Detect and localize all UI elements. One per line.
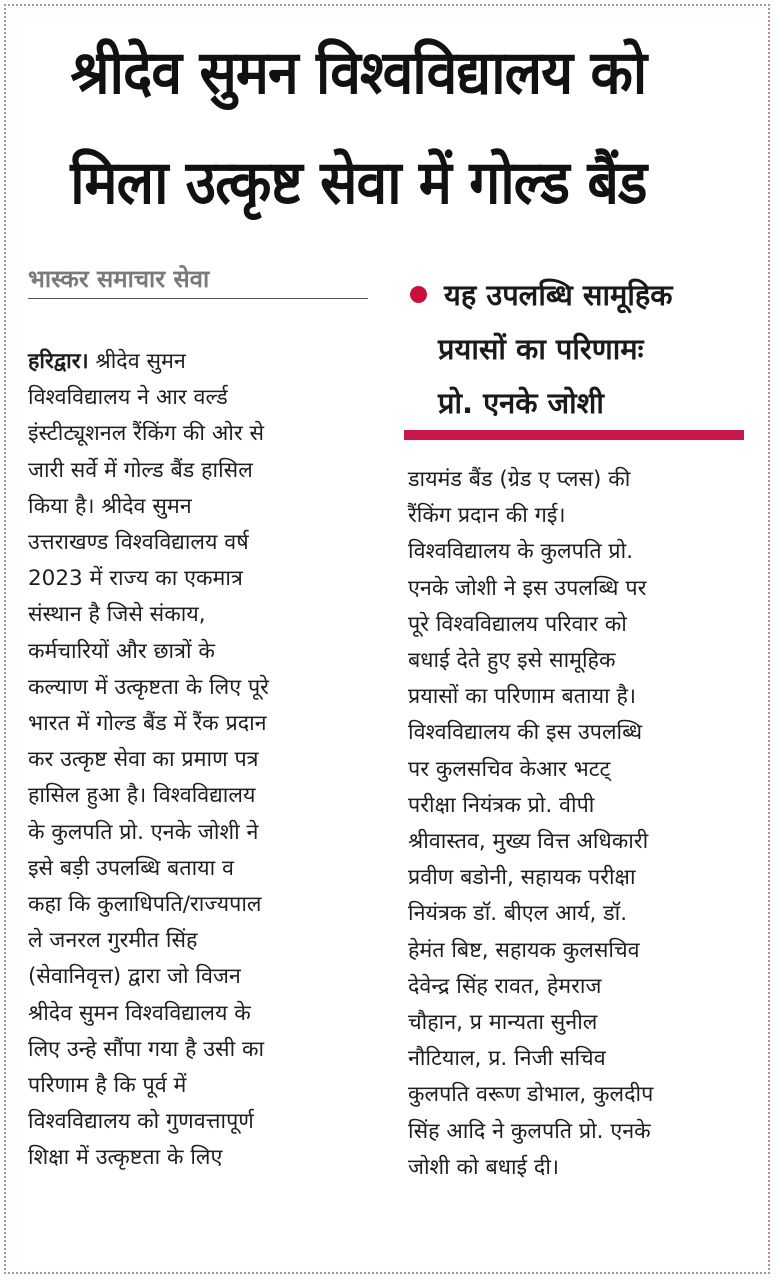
article-line: परीक्षा नियंत्रक प्रो. वीपी bbox=[408, 792, 595, 818]
article-line: विश्वविद्यालय के कुलपति प्रो. bbox=[408, 539, 634, 565]
article-line: इंस्टीट्यूशनल रैंकिंग की ओर से bbox=[28, 421, 264, 447]
article-line: उत्तराखण्ड विश्वविद्यालय वर्ष bbox=[28, 530, 249, 556]
article-line: (सेवानिवृत्त) द्वारा जो विजन bbox=[28, 964, 241, 990]
article-line bbox=[28, 344, 388, 380]
highlight-box bbox=[416, 268, 756, 430]
article-line: कल्याण में उत्कृष्टता के लिए पूरे bbox=[28, 674, 269, 700]
article-line: के कुलपति प्रो. एनके जोशी ने bbox=[28, 819, 259, 845]
article-line-text: श्रीदेव सुमन bbox=[88, 349, 186, 374]
byline: भास्कर समाचार सेवा bbox=[28, 265, 210, 293]
article-line: कहा कि कुलाधिपति/राज्यपाल bbox=[28, 892, 262, 918]
article-line: विश्वविद्यालय की इस उपलब्धि bbox=[408, 720, 643, 746]
article-line: ले जनरल गुरमीत सिंह bbox=[28, 928, 198, 954]
headline-line-2: मिला उत्कृष्ट सेवा में गोल्ड बैंड bbox=[70, 148, 647, 218]
highlight-line: प्रयासों का परिणामः bbox=[438, 332, 644, 366]
article-line: विश्वविद्यालय को गुणवत्तापूर्ण bbox=[28, 1109, 254, 1135]
article-column-right bbox=[408, 462, 758, 1186]
article-line: एनके जोशी ने इस उपलब्धि पर bbox=[408, 575, 647, 601]
article-line: हासिल हुआ है। विश्वविद्यालय bbox=[28, 783, 256, 809]
article-line: जारी सर्वे में गोल्ड बैंड हासिल bbox=[28, 457, 253, 483]
article-line: संस्थान है जिसे संकाय, bbox=[28, 602, 206, 628]
article-line: पर कुलसचिव केआर भटट् bbox=[408, 756, 611, 782]
dateline: हरिद्वार। bbox=[28, 349, 89, 374]
article-line: परिणाम है कि पूर्व में bbox=[28, 1073, 187, 1099]
article-line: भारत में गोल्ड बैंड में रैंक प्रदान bbox=[28, 711, 267, 737]
article-line: नौटियाल, प्र. निजी सचिव bbox=[408, 1046, 606, 1072]
article-line: कर उत्कृष्ट सेवा का प्रमाण पत्र bbox=[28, 747, 259, 773]
article-line: बधाई देते हुए इसे सामूहिक bbox=[408, 648, 616, 674]
article-line: रैंकिंग प्रदान की गई। bbox=[408, 503, 566, 529]
article-line: सिंह आदि ने कुलपति प्रो. एनके bbox=[408, 1118, 651, 1144]
article-line: प्रयासों का परिणाम बताया है। bbox=[408, 684, 637, 710]
article-line: प्रवीण बडोनी, सहायक परीक्षा bbox=[408, 865, 636, 891]
headline-line-1: श्रीदेव सुमन विश्वविद्यालय को bbox=[70, 38, 647, 108]
article-line: लिए उन्हे सौंपा गया है उसी का bbox=[28, 1036, 265, 1062]
article-line: पूरे विश्वविद्यालय परिवार को bbox=[408, 611, 627, 637]
byline-rule bbox=[28, 298, 368, 299]
bullet-icon bbox=[410, 286, 427, 303]
article-line: हेमंत बिष्ट, सहायक कुलसचिव bbox=[408, 937, 640, 963]
article-line: देवेन्द्र सिंह रावत, हेमराज bbox=[408, 973, 602, 999]
highlight-line: प्रो. एनके जोशी bbox=[438, 386, 604, 420]
article-column-left bbox=[28, 344, 388, 1177]
highlight-line: यह उपलब्धि सामूहिक bbox=[444, 278, 673, 312]
article-line: श्रीदेव सुमन विश्वविद्यालय के bbox=[28, 1000, 251, 1026]
headline bbox=[18, 18, 699, 238]
article-line: इसे बड़ी उपलब्धि बताया व bbox=[28, 855, 234, 881]
accent-divider bbox=[404, 430, 744, 440]
article-line: श्रीवास्तव, मुख्य वित्त अधिकारी bbox=[408, 829, 649, 855]
article-line: किया है। श्रीदेव सुमन bbox=[28, 493, 192, 519]
article-line: जोशी को बधाई दी। bbox=[408, 1154, 560, 1180]
article-line: चौहान, प्र मान्यता सुनील bbox=[408, 1010, 598, 1036]
article-line: कुलपति वरूण डोभाल, कुलदीप bbox=[408, 1082, 654, 1108]
article-line: डायमंड बैंड (ग्रेड ए प्लस) की bbox=[408, 467, 631, 492]
article-line: कर्मचारियों और छात्रों के bbox=[28, 638, 215, 664]
article-line: नियंत्रक डॉ. बीएल आर्य, डॉ. bbox=[408, 901, 628, 927]
article-line: 2023 में राज्य का एकमात्र bbox=[28, 566, 243, 592]
article-line: शिक्षा में उत्कृष्टता के लिए bbox=[28, 1145, 223, 1171]
article-line: विश्वविद्यालय ने आर वर्ल्ड bbox=[28, 385, 228, 411]
